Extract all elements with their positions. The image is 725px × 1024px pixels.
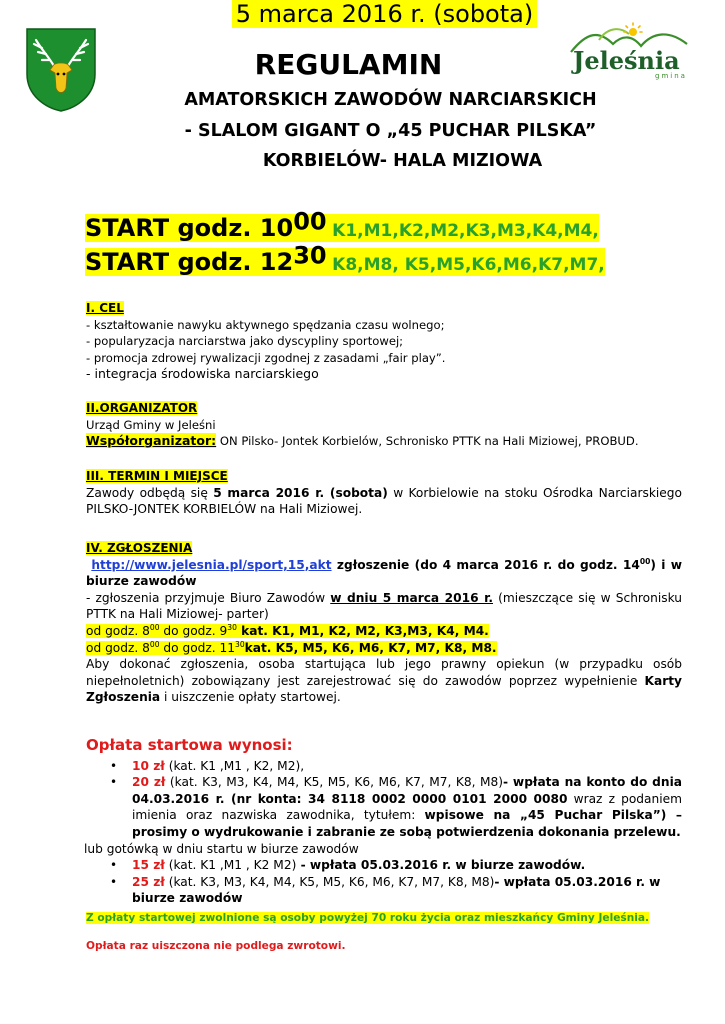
list-item: - popularyzacja narciarstwa jako dyscypliny sportowej;	[86, 334, 404, 349]
list-item: - kształtowanie nawyku aktywnego spędzania czasu wolnego;	[86, 317, 445, 332]
organizer-line: Urząd Gminy w Jeleśni	[86, 417, 216, 432]
refund-note: Opłata raz uiszczona nie podlega zwrotowi.	[86, 939, 346, 952]
list-item: • 10 zł (kat. K1 ,M1 , K2, M2),	[86, 758, 682, 775]
document-subtitle-1: AMATORSKICH ZAWODÓW NARCIARSKICH	[184, 90, 597, 110]
zgloszenia-paragraph: Aby dokonać zgłoszenia, osoba startująca lub jego prawny opiekun (w przypadku osób niepełnoletnich) zobowiązany jest zarejestrować się do zawodów poprzez wypełnienie Karty Zgłoszenia i uiszczenie opłaty startowej.	[86, 657, 682, 705]
document-subtitle-3: KORBIELÓW- HALA MIZIOWA	[262, 151, 543, 171]
section-termin	[86, 468, 682, 518]
document-subtitle-2: - SLALOM GIGANT O „45 PUCHAR PILSKA”	[184, 121, 597, 141]
document-title: REGULAMIN	[254, 48, 443, 81]
termin-paragraph: Zawody odbędą się 5 marca 2016 r. (sobota) w Korbielowie na stoku Ośrodka Narciarskiego PILSKO-JONTEK KORBIELÓW na Hali Miziowej.	[86, 485, 682, 517]
list-item: • 20 zł (kat. K3, M3, K4, M4, K5, M5, K6, M6, K7, M7, K8, M8)- wpłata na konto do dnia 04.03.2016 r. (nr konta: 34 8118 0002 0000 0101 2000 0080 wraz z podaniem imienia oraz nazwiska zawodnika, tytułem: wpisowe na „45 Puchar Pilska”) – prosimy o wydrukowanie i zabranie ze sobą potwierdzenia dokonania przelewu.	[86, 774, 682, 840]
section-heading: I. CEL	[86, 301, 124, 315]
list-item: • 25 zł (kat. K3, M3, K4, M4, K5, M5, K6, M6, K7, M7, K8, M8)- wpłata 05.03.2016 r. w biurze zawodów	[86, 874, 682, 907]
fee-exemption-note: Z opłaty startowej zwolnione są osoby powyżej 70 roku życia oraz mieszkańcy Gminy Jeleśnia.	[86, 911, 650, 924]
zgloszenia-link-line: http://www.jelesnia.pl/sport,15,akt zgłoszenie (do 4 marca 2016 r. do godz. $14^{00}$) i w biurze zawodów	[86, 556, 683, 589]
logo-subtext: gmina	[655, 72, 687, 80]
zgloszenia-office-line: - zgłoszenia przyjmuje Biuro Zawodów w dniu 5 marca 2016 r. (mieszczące się w Schronisku PTTK na Hali Miziowej- parter)	[86, 590, 682, 622]
section-heading: II.ORGANIZATOR	[86, 401, 198, 415]
section-oplata	[86, 737, 682, 954]
section-organizator	[86, 400, 682, 450]
start-categories-2: K8,M8, K5,M5,K6,M6,K7,M7,	[332, 255, 605, 275]
section-heading: III. TERMIN I MIEJSCE	[86, 469, 228, 483]
event-date: 5 marca 2016 r. (sobota)	[0, 0, 725, 28]
section-heading: IV. ZGŁOSZENIA	[86, 541, 193, 555]
logo-text: Jeleśnia	[573, 46, 680, 75]
hours-line-1: od godz. $8^{00}$ do godz. $9^{30}$ kat. K1, M1, K2, M2, K3,M3, K4, M4.	[86, 622, 489, 638]
section-cel	[86, 300, 682, 383]
start-line-2: START godz. $12^{30}$ K8,M8, K5,M5,K6,M6,K7,M7,	[85, 241, 605, 276]
section-zgloszenia	[86, 540, 682, 706]
list-item: • 15 zł (kat. K1 ,M1 , K2 M2) - wpłata 05.03.2016 r. w biurze zawodów.	[86, 857, 682, 874]
hours-line-2: od godz. $8^{00}$ do godz. $11^{30}kat$. K5, M5, K6, M6, K7, M7, K8, M8.	[86, 639, 497, 655]
start-categories-1: K1,M1,K2,M2,K3,M3,K4,M4,	[332, 221, 599, 241]
cash-line: lub gotówką w dniu startu w biurze zawodów	[84, 841, 359, 856]
section-heading: Opłata startowa wynosi:	[86, 736, 293, 754]
start-line-1: START godz. $10^{00}$ K1,M1,K2,M2,K3,M3,K4,M4,	[85, 207, 599, 242]
registration-link[interactable]: http://www.jelesnia.pl/sport,15,akt	[91, 557, 332, 572]
co-organizer-line: Współorganizator: ON Pilsko- Jontek Korbielów, Schronisko PTTK na Hali Miziowej, PROBUD.	[86, 433, 639, 449]
list-item: - integracja środowiska narciarskiego	[86, 366, 319, 382]
list-item: - promocja zdrowej rywalizacji zgodnej z zasadami „fair play”.	[86, 350, 446, 365]
